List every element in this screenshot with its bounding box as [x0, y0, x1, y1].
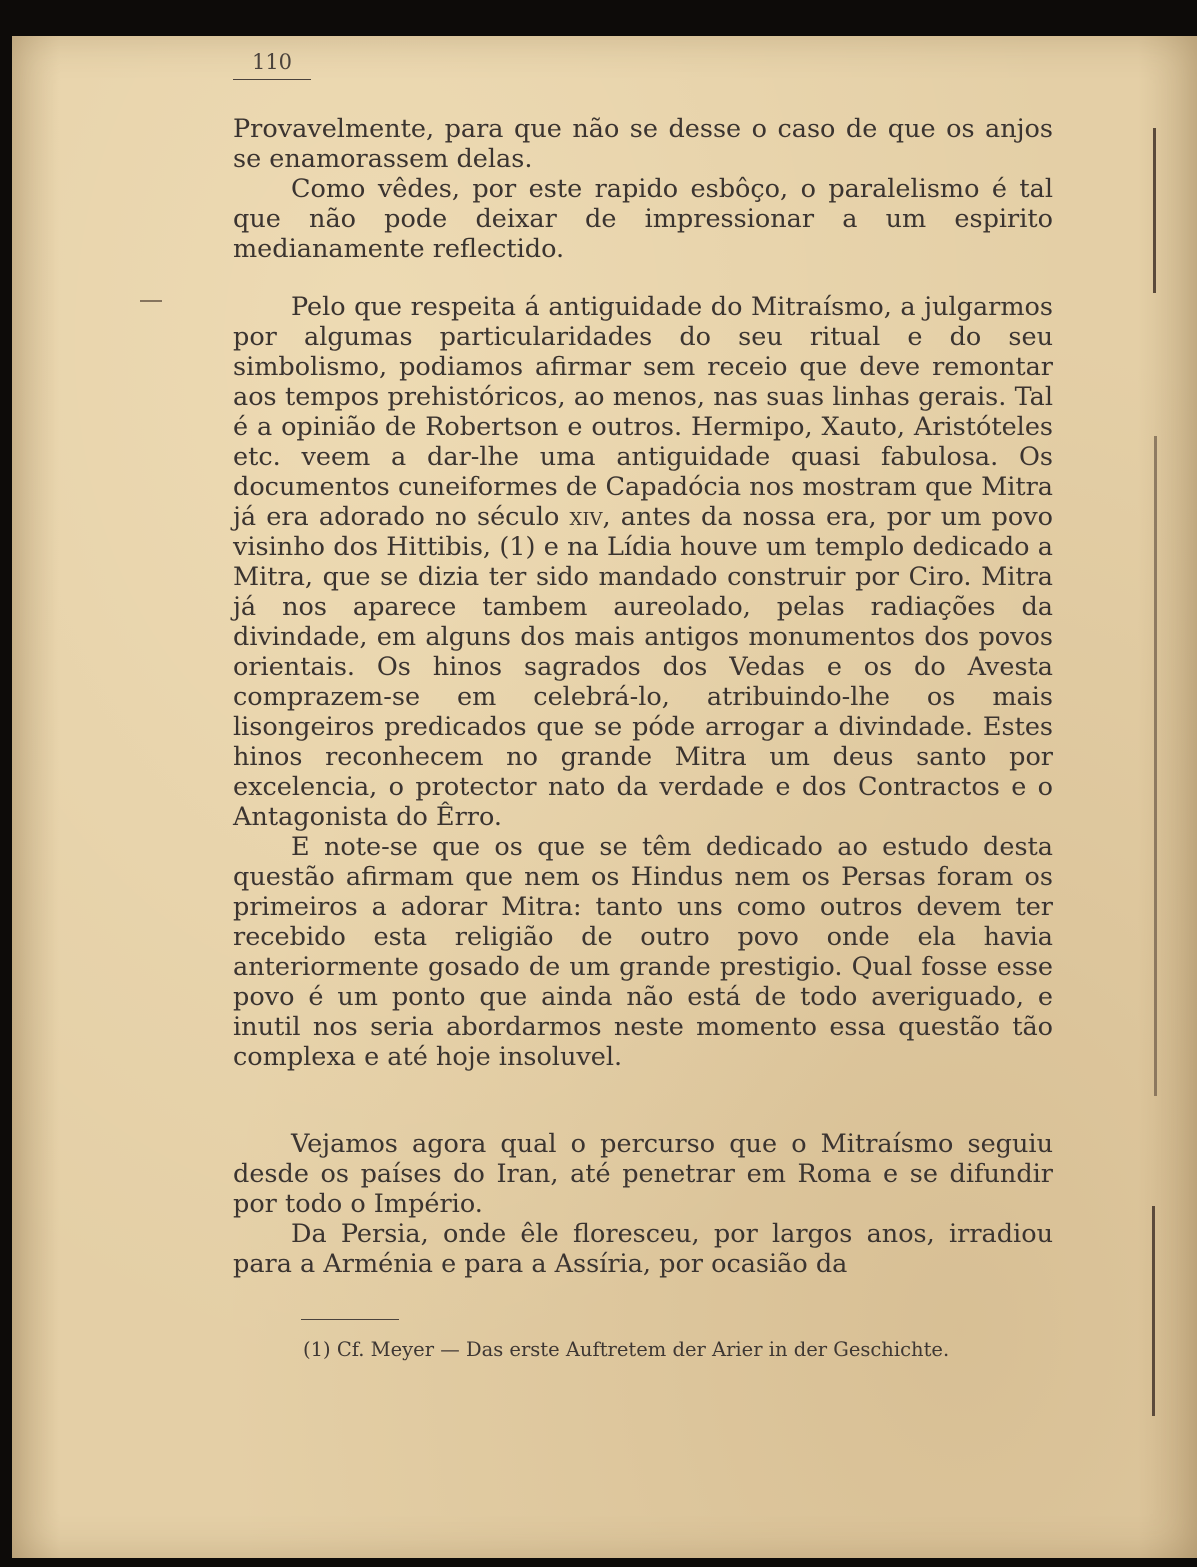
paragraph-text: e na Lídia houve um templo dedicado a Mitra, que se dizia ter sido mandado construir por Ciro. Mitra já nos aparece tambem aureolado, pelas radiações da divindade, em alguns dos mais antigos monumentos dos povos orientais. Os hinos sagrados dos Vedas e os do Avesta comprazem-se em celebrá-lo, atribuindo-lhe os mais lisongeiros predicados que se póde arrogar a divindade. Estes hinos reconhecem no grande Mitra um deus santo por excelencia, o protector nato da verdade e dos Contractos e o Antagonista do Êrro.: [233, 532, 1053, 832]
paragraph: Vejamos agora qual o percurso que o Mitraísmo seguiu desde os países do Iran, até penetrar em Roma e se difundir por todo o Império.: [233, 1129, 1053, 1219]
document-page: [12, 36, 1197, 1558]
text-block-intro: [233, 114, 1053, 264]
century-numeral: xiv: [569, 502, 603, 532]
margin-line-mark: [1152, 1206, 1155, 1416]
footnote-rule: [301, 1319, 399, 1320]
footnote: (1) Cf. Meyer — Das erste Auftretem der Arier in der Geschichte.: [303, 1338, 950, 1361]
paragraph: Provavelmente, para que não se desse o caso de que os anjos se enamorassem delas.: [233, 114, 1053, 174]
paragraph: [233, 292, 1053, 832]
paragraph-text: , antes da nossa era, por um povo visinho dos Hittibis,: [233, 502, 1053, 562]
paragraph: Como vêdes, por este rapido esbôço, o paralelismo é tal que não pode deixar de impressionar a um espirito medianamente reflectido.: [233, 174, 1053, 264]
text-block-antiquity: [233, 292, 1053, 1072]
paragraph: Da Persia, onde êle floresceu, por largos anos, irradiou para a Arménia e para a Assíria, por ocasião da: [233, 1219, 1053, 1279]
footnote-reference: (1): [499, 532, 536, 562]
page-number-rule: [233, 79, 311, 80]
text-block-diffusion: [233, 1129, 1053, 1279]
paragraph-text: Pelo que respeita á antiguidade do Mitraísmo, a julgarmos por algumas particularidades do seu ritual e do seu simbolismo, podiamos afirmar sem receio que deve remontar aos tempos prehistóricos, ao menos, nas suas linhas gerais. Tal é a opinião de Robertson e outros. Hermipo, Xauto, Aristóteles etc. veem a dar-lhe uma antiguidade quasi fabulosa. Os documentos cuneiformes de Capadócia nos mostram que Mitra já era adorado no século: [233, 292, 1053, 532]
paragraph: E note-se que os que se têm dedicado ao estudo desta questão afirmam que nem os Hindus nem os Persas foram os primeiros a adorar Mitra: tanto uns como outros devem ter recebido esta religião de outro povo onde ela havia anteriormente gosado de um grande prestigio. Qual fosse esse povo é um ponto que ainda não está de todo averiguado, e inutil nos seria abordarmos neste momento essa questão tão complexa e até hoje insoluvel.: [233, 832, 1053, 1072]
margin-line-mark: [1153, 128, 1156, 293]
margin-line-mark: [1154, 436, 1157, 1096]
page-number: 110: [251, 50, 293, 74]
margin-dash-mark: [140, 300, 162, 302]
